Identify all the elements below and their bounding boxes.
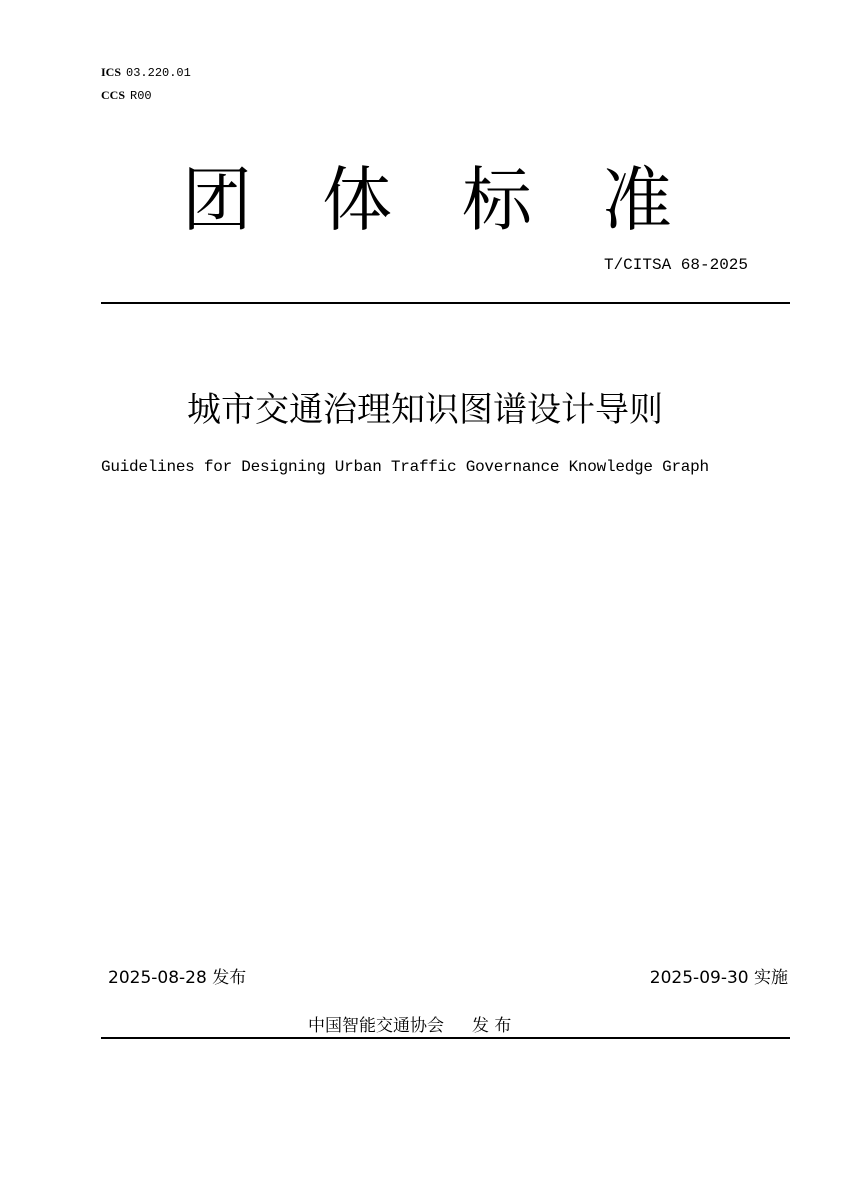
standard-type-char: 团: [182, 159, 252, 241]
standard-type-heading: [182, 160, 672, 240]
publish-word: 发 布: [472, 1016, 512, 1036]
standard-type-char: 体: [322, 159, 392, 241]
header-divider: [101, 302, 790, 304]
publisher-line: [308, 1014, 511, 1038]
standard-type-char: 标: [462, 159, 532, 241]
document-title-chinese: 城市交通治理知识图谱设计导则: [187, 390, 663, 430]
ics-label: ICS: [101, 65, 122, 79]
ccs-code-line: [101, 87, 152, 104]
ics-code-line: [101, 64, 191, 81]
ics-code: 03.220.01: [126, 66, 191, 80]
ccs-label: CCS: [101, 88, 126, 102]
standard-number: T/CITSA 68-2025: [603, 256, 748, 274]
publisher-name: 中国智能交通协会: [308, 1016, 444, 1036]
standard-type-char: 准: [602, 159, 672, 241]
implement-date: 2025-09-30 实施: [649, 968, 788, 988]
publish-date: 2025-08-28 发布: [108, 968, 247, 988]
document-title-english: Guidelines for Designing Urban Traffic Governance Knowledge Graph: [101, 458, 709, 476]
footer-divider: [101, 1037, 790, 1039]
ccs-code: R00: [130, 89, 152, 103]
